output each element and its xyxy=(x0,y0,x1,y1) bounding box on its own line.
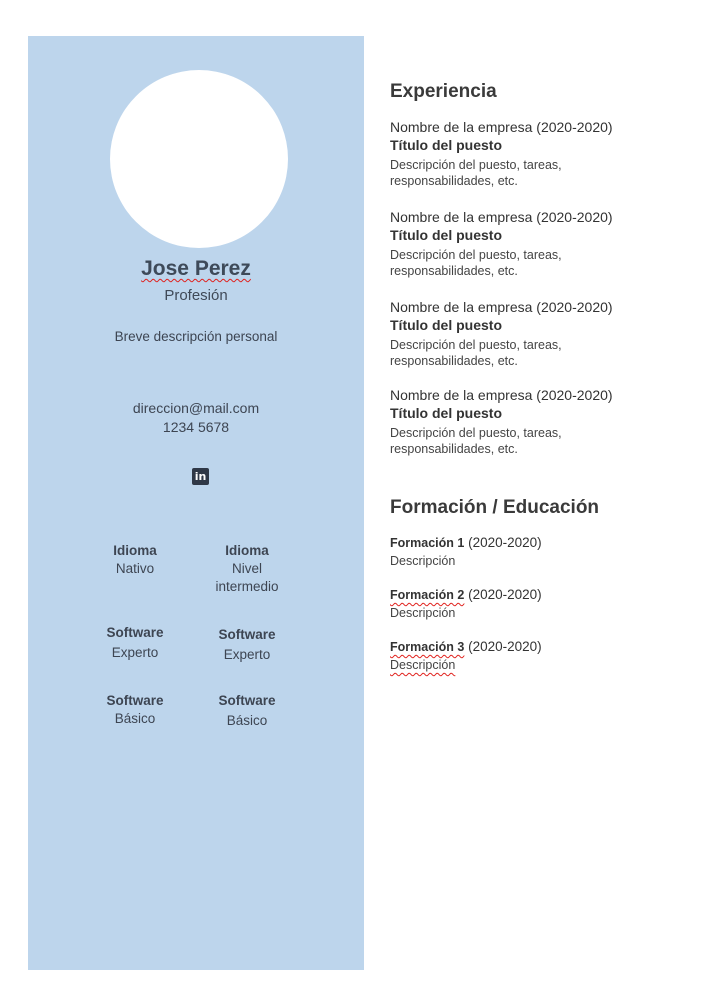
skill-title: Software xyxy=(106,625,164,640)
job-company: Nombre de la empresa (2020-2020) xyxy=(390,387,613,403)
skill-level: Básico xyxy=(226,713,268,728)
job-title: Título del puesto xyxy=(390,227,502,243)
education-heading[interactable]: Formación / Educación xyxy=(390,497,600,518)
job-title: Título del puesto xyxy=(390,405,502,421)
profile-photo-placeholder[interactable] xyxy=(110,70,288,248)
job-description: Descripción del puesto, tareas, responsabilidades, etc. xyxy=(390,426,562,456)
education-entry[interactable] xyxy=(390,586,710,622)
skill-title: Idioma xyxy=(225,543,269,558)
skill-title: Software xyxy=(218,693,276,708)
job-entry[interactable] xyxy=(390,208,710,279)
job-entry[interactable] xyxy=(390,386,710,457)
skill-item[interactable] xyxy=(75,542,195,578)
education-name: Formación 1 xyxy=(390,536,465,550)
education-entry[interactable] xyxy=(390,534,710,570)
skill-item[interactable] xyxy=(75,692,195,728)
skill-item[interactable] xyxy=(187,542,307,596)
job-entry[interactable] xyxy=(390,298,710,369)
education-description-text: Descripción xyxy=(390,658,456,672)
profession[interactable]: Profesión xyxy=(164,287,228,304)
person-name[interactable] xyxy=(28,256,364,282)
job-title: Título del puesto xyxy=(390,317,502,333)
personal-description[interactable]: Breve descripción personal xyxy=(114,329,278,344)
sidebar xyxy=(28,36,364,970)
skill-level: Nivel intermedio xyxy=(215,561,279,594)
job-company: Nombre de la empresa (2020-2020) xyxy=(390,119,613,135)
education-description xyxy=(390,656,710,674)
education-years: (2020-2020) xyxy=(468,639,542,654)
skill-level: Nativo xyxy=(115,561,155,576)
education-description: Descripción xyxy=(390,606,456,620)
job-description: Descripción del puesto, tareas, responsabilidades, etc. xyxy=(390,248,562,278)
skill-title: Software xyxy=(106,693,164,708)
name-text: Jose Perez xyxy=(141,257,251,280)
skill-level: Experto xyxy=(111,645,159,660)
job-description: Descripción del puesto, tareas, responsabilidades, etc. xyxy=(390,338,562,368)
skill-title: Software xyxy=(218,627,276,642)
skill-title: Idioma xyxy=(113,543,157,558)
email-address[interactable]: direccion@mail.com xyxy=(132,400,260,416)
job-company: Nombre de la empresa (2020-2020) xyxy=(390,299,613,315)
education-name: Formación 3 xyxy=(390,640,465,654)
job-entry[interactable] xyxy=(390,118,710,189)
education-years: (2020-2020) xyxy=(468,535,542,550)
experience-heading[interactable]: Experiencia xyxy=(390,81,497,102)
linkedin-icon[interactable]: in xyxy=(192,468,209,485)
education-description: Descripción xyxy=(390,554,456,568)
education-entry[interactable] xyxy=(390,638,710,674)
skill-level: Básico xyxy=(114,711,156,726)
education-name: Formación 2 xyxy=(390,588,465,602)
skill-item[interactable] xyxy=(75,624,195,662)
job-description: Descripción del puesto, tareas, responsabilidades, etc. xyxy=(390,158,562,188)
phone-number[interactable]: 1234 5678 xyxy=(162,419,230,435)
education-years: (2020-2020) xyxy=(468,587,542,602)
skill-item[interactable] xyxy=(187,692,307,730)
skill-level: Experto xyxy=(223,647,271,662)
skill-item[interactable] xyxy=(187,626,307,664)
job-title: Título del puesto xyxy=(390,137,502,153)
job-company: Nombre de la empresa (2020-2020) xyxy=(390,209,613,225)
